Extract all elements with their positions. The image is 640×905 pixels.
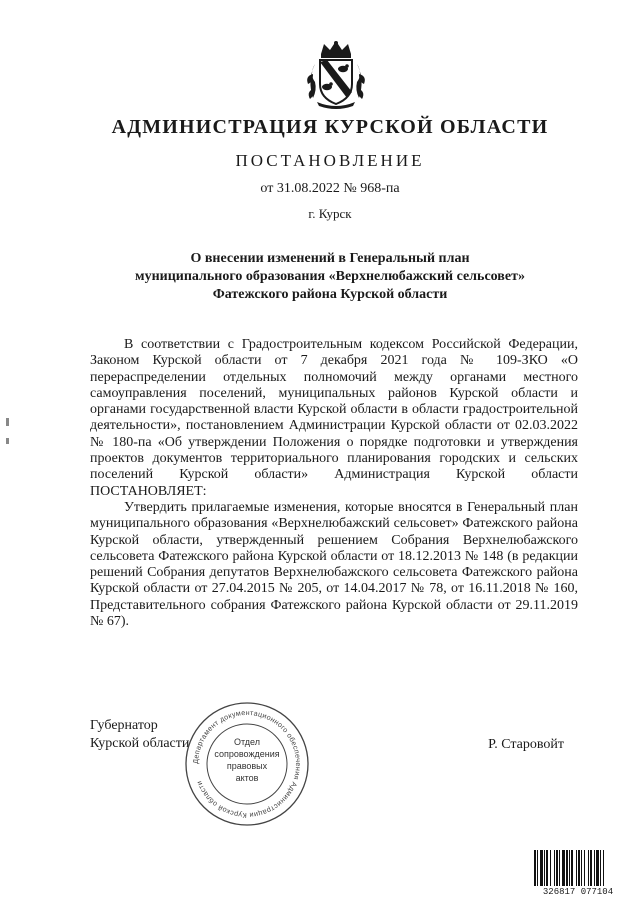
document-number: от 31.08.2022 № 968-па xyxy=(260,181,400,196)
subject-line: муниципального образования «Верхнелюбажский сельсовет» xyxy=(135,269,525,284)
body-paragraph: В соответствии с Градостроительным кодексом Российской Федерации, Законом Курской области от 7 декабря 2021 года № 109-ЗКО «О перераспределении отдельных полномочий между органами местного самоуправления поселений, муниципальных районов Курской области и органами государственной власти Курской области в области градостроительной деятельности», постановлением Администрации Курской области от 02.03.2022 № 180-па «Об утверждении Положения о порядке подготовки и утверждения проектов документов территориального планирования городских и сельских поселений Курской области» Администрация Курской области ПОСТАНОВЛЯЕТ: xyxy=(90,337,578,499)
stamp-ring-text: Департамент документационного обеспечения Администрации Курской области xyxy=(190,707,304,821)
margin-mark xyxy=(6,418,9,426)
barcode-bar xyxy=(550,850,551,886)
margin-mark xyxy=(6,438,9,444)
barcode xyxy=(533,850,623,897)
official-stamp xyxy=(183,700,311,828)
barcode-bar xyxy=(600,850,601,886)
barcode-bar xyxy=(569,850,570,886)
barcode-bar xyxy=(562,850,565,886)
signer-name: Р. Старовойт xyxy=(488,737,564,752)
signer-position xyxy=(90,717,189,753)
document-city: г. Курск xyxy=(308,206,352,221)
body-paragraph: Утвердить прилагаемые изменения, которые вносятся в Генеральный план муниципального образования «Верхнелюбажский сельсовет» Фатежского района Курской области, утвержденный решением Собрания Верхнелюбажского сельсовета Фатежского района Курской области от 18.12.2013 № 148 (в редакции решений Собрания депутатов Верхнелюбажского сельсовета Фатежского района Курской области от 27.04.2015 № 205, от 14.04.2017 № 78, от 16.11.2018 № 160, Представительного собрания Фатежского района Курской области от 29.11.2019 № 67). xyxy=(90,499,578,630)
barcode-bar xyxy=(559,850,560,886)
barcode-bar xyxy=(594,850,595,886)
stamp-center-text xyxy=(212,736,282,784)
barcode-bar xyxy=(556,850,558,886)
barcode-bar xyxy=(584,850,585,886)
stamp-line: сопровождения xyxy=(214,749,280,759)
barcode-bar xyxy=(588,850,589,886)
signer-position-line: Курской области xyxy=(90,736,190,751)
barcode-bar xyxy=(581,850,582,886)
document-type: ПОСТАНОВЛЕНИЕ xyxy=(235,151,425,170)
barcode-bar xyxy=(571,850,573,886)
barcode-bar xyxy=(596,850,599,886)
barcode-bar xyxy=(540,850,543,886)
stamp-line: актов xyxy=(235,773,259,783)
barcode-bar xyxy=(544,850,545,886)
barcode-icon xyxy=(533,850,623,888)
barcode-number: 326817 077104 xyxy=(533,887,623,897)
barcode-bar xyxy=(537,850,538,886)
signer-position-line: Губернатор xyxy=(90,718,158,733)
barcode-bar xyxy=(603,850,604,886)
document-body xyxy=(90,337,578,630)
document-subject xyxy=(80,250,580,304)
agency-title: АДМИНИСТРАЦИЯ КУРСКОЙ ОБЛАСТИ xyxy=(111,116,549,138)
barcode-bar xyxy=(590,850,592,886)
subject-line: Фатежского района Курской области xyxy=(212,287,448,302)
barcode-bar xyxy=(576,850,577,886)
stamp-line: правовых xyxy=(226,761,268,771)
barcode-bar xyxy=(534,850,536,886)
barcode-bar xyxy=(554,850,555,886)
barcode-bar xyxy=(546,850,548,886)
barcode-bar xyxy=(578,850,580,886)
coat-of-arms-icon xyxy=(305,40,367,110)
stamp-line: Отдел xyxy=(233,737,261,747)
subject-line: О внесении изменений в Генеральный план xyxy=(190,251,470,266)
barcode-bar xyxy=(566,850,568,886)
